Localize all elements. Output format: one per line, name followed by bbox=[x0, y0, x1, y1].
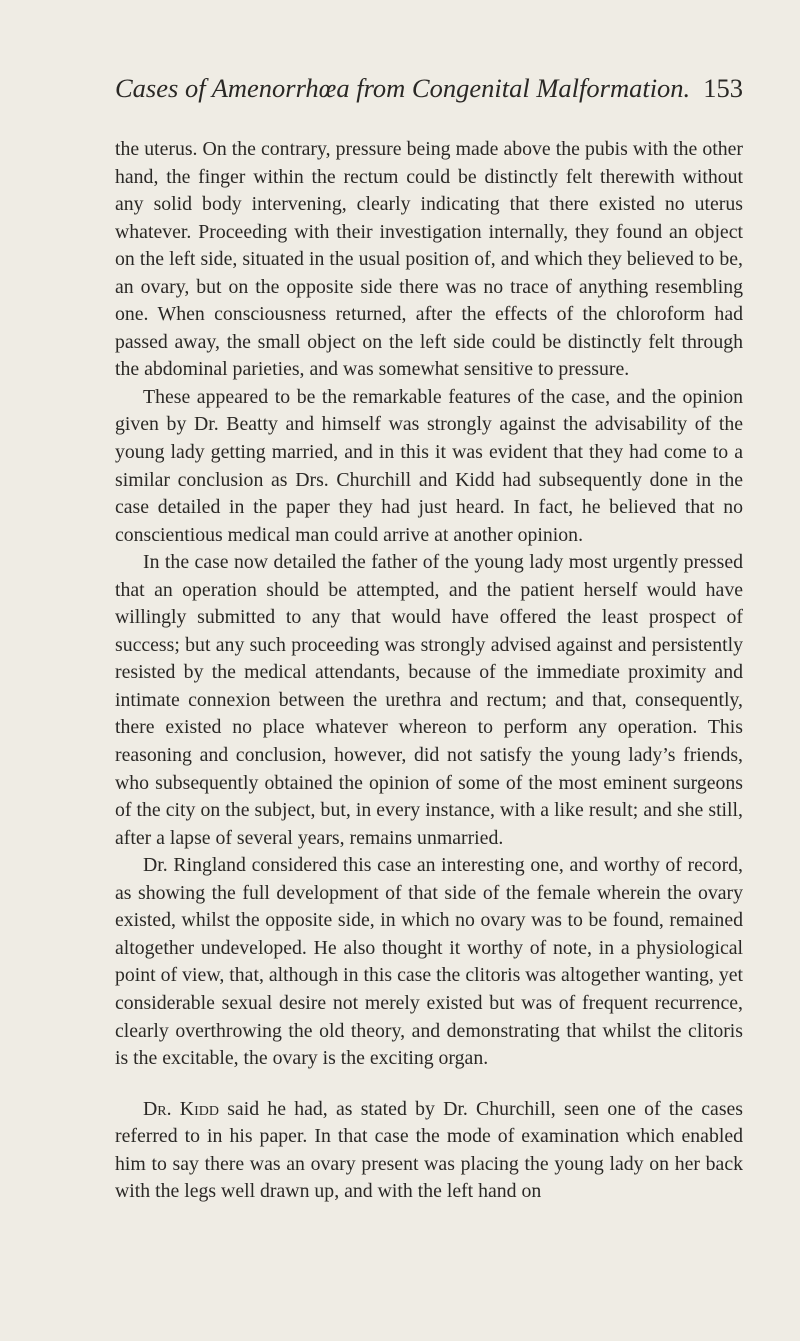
paragraph-2: These appeared to be the remarkable features of the case, and the opinion given by Dr. Beatty and himself was strongly against the advisability of the young lady getting married, and in this it was evident that they had come to a similar conclusion as Drs. Churchill and Kidd had subsequently done in the case detailed in the paper they had just heard. In fact, he believed that no conscientious medical man could arrive at another opinion. bbox=[115, 385, 743, 546]
paragraph-4: Dr. Ringland considered this case an interesting one, and worthy of record, as showing the full development of that side of the female wherein the ovary existed, whilst the opposite side, in which no ovary was to be found, remained altogether undeveloped. He also thought it worthy of note, in a physiological point of view, that, although in this case the clitoris was altogether wanting, yet considerable sexual desire not merely existed but was of frequent recurrence, clearly overthrowing the old theory, and demonstrating that whilst the clitoris is the excitable, the ovary is the exciting organ. bbox=[115, 854, 743, 1070]
running-head bbox=[115, 68, 743, 108]
running-title: Cases of Amenorrhœa from Congenital Malformation. bbox=[115, 73, 691, 103]
paragraph-1: the uterus. On the contrary, pressure being made above the pubis with the other hand, the finger within the rectum could be distinctly felt therewith without any solid body intervening, clearly indicating that there existed no uterus whatever. Proceeding with their investigation internally, they found an object on the left side, situated in the usual position of, and which they believed to be, an ovary, but on the opposite side there was no trace of anything resembling one. When consciousness returned, after the effects of the chloroform had passed away, the small object on the left side could be distinctly felt through the abdominal parieties, and was somewhat sensitive to pressure. bbox=[115, 138, 743, 381]
paragraph-5 bbox=[115, 1096, 743, 1206]
body-text bbox=[115, 136, 743, 1206]
section-gap bbox=[115, 1073, 743, 1096]
paragraph-3: In the case now detailed the father of the young lady most urgently pressed that an operation should be attempted, and the patient herself would have willingly submitted to any that would have offered the least prospect of success; but any such proceeding was strongly advised against and persistently resisted by the medical attendants, because of the immediate proximity and intimate connexion between the urethra and rectum; and that, consequently, there existed no place whatever whereon to perform any operation. This reasoning and conclusion, however, did not satisfy the young lady’s friends, who subsequently obtained the opinion of some of the most eminent surgeons of the city on the subject, but, in every instance, with a like result; and she still, after a lapse of several years, remains unmarried. bbox=[115, 551, 743, 849]
page-number: 153 bbox=[703, 73, 743, 103]
paragraph-5-text: said he had, as stated by Dr. Churchill, seen one of the cases referred to in his paper. In that case the mode of examination which enabled him to say there was an ovary present was placing the young lady on her back with the legs well drawn up, and with the left hand on bbox=[115, 1097, 743, 1203]
speaker-name: Dr. Kidd bbox=[143, 1097, 219, 1120]
